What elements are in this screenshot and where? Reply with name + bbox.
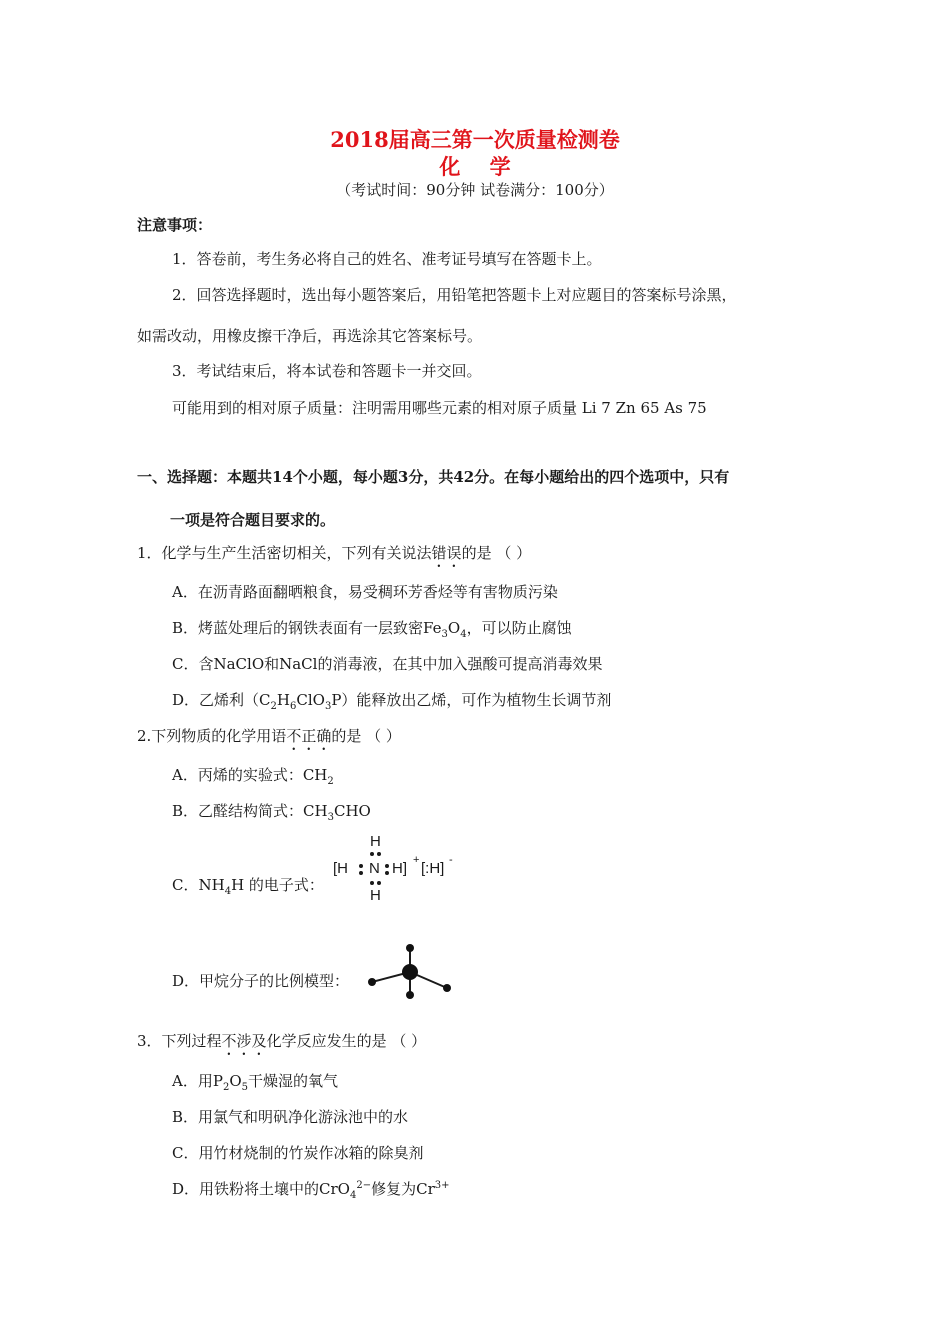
q2-c-text-end: H 的电子式： [231,876,324,894]
note-item-1: 1．答卷前，考生务必将自己的姓名、准考证号填写在答题卡上。 [172,250,602,268]
electron-dot [377,852,381,856]
formula-h-top: H [370,833,381,850]
electron-dot [359,864,363,868]
q1-option-d [172,689,611,712]
q3-d-sub: 4 [349,1190,357,1201]
note-item-3: 3．考试结束后，将本试卷和答题卡一并交回。 [172,362,482,380]
q1-d-sub: 6 [289,701,297,712]
electron-dot [370,852,374,856]
electron-dot [359,871,363,875]
q3-a-sub: 2 [222,1082,230,1093]
formula-plus-charge: + [413,854,420,866]
q1-d-text-h: H [276,691,290,709]
electron-dot-formula [330,833,470,908]
q2-b-text: B．乙醛结构简式：CH [172,802,328,820]
q3-option-b: B．用氯气和明矾净化游泳池中的水 [172,1108,409,1126]
q1-b-sub: 3 [441,629,448,640]
q1-b-sub: 4 [460,629,467,640]
q1-emphasis: 错误 [431,544,462,562]
q2-option-a [172,764,334,787]
q3-option-d [172,1178,450,1201]
formula-right-part: H] [392,860,407,877]
q1-option-a: A．在沥青路面翻晒粮食，易受稠环芳香烃等有害物质污染 [172,583,558,601]
q2-stem-end: 的是 （ ） [331,727,401,745]
q3-d-text: D．用铁粉将土壤中的CrO [172,1180,350,1198]
electron-dot [385,864,389,868]
q3-a-sub: 5 [241,1082,248,1093]
q1-d-sub: 3 [324,701,332,712]
q3-option-c: C．用竹材烧制的竹炭作冰箱的除臭剂 [172,1144,424,1162]
q2-b-sub: 3 [327,812,334,823]
notes-heading: 注意事项： [137,216,213,234]
q1-d-sub: 2 [270,701,277,712]
q1-option-b [172,617,572,640]
methane-model-image [360,938,460,1003]
formula-h-bottom: H [370,887,381,904]
q3-a-text-o: O [229,1072,242,1090]
q3-option-a [172,1070,338,1093]
formula-hydride: [:H] [421,860,445,877]
q3-stem-end: 化学反应发生的是 （ ） [266,1032,427,1050]
formula-nitrogen: N [369,860,380,877]
electron-dot [377,881,381,885]
exam-info: （考试时间：90分钟 试卷满分：100分） [336,181,614,199]
q1-option-c: C．含NaClO和NaCl的消毒液，在其中加入强酸可提高消毒效果 [172,655,603,673]
question-1-stem [137,542,531,571]
q2-c-text: C．NH [172,876,225,894]
formula-left-bracket: [H [333,860,348,877]
q1-b-text-end: ，可以防止腐蚀 [466,619,572,637]
q2-emphasis: 不正确 [286,727,332,745]
q1-b-text: B．烤蓝处理后的钢铁表面有一层致密Fe [172,619,442,637]
q2-stem-text: 2.下列物质的化学用语 [137,727,287,745]
q3-a-text: A．用P [172,1072,223,1090]
q3-a-text-end: 干燥湿的氧气 [248,1072,339,1090]
q2-a-sub: 2 [327,776,334,787]
atomic-masses: 可能用到的相对原子质量：注明需用哪些元素的相对原子质量 Li 7 Zn 65 As 75 [172,399,707,417]
q1-d-text: D．乙烯利（C [172,691,271,709]
q3-d-text-mid: 修复为Cr [371,1180,435,1198]
q3-d-sup: 2− [356,1180,372,1191]
q2-option-b [172,800,371,823]
formula-minus-charge: - [449,854,453,866]
q2-b-text-end: CHO [333,802,371,820]
q3-stem-text: 3．下列过程 [137,1032,222,1050]
electron-dot [385,871,389,875]
electron-dot [370,881,374,885]
q1-d-text-clo: ClO [296,691,325,709]
q1-stem-end: 的是 （ ） [461,544,532,562]
section-1-heading: 一、选择题：本题共14个小题，每小题3分，共42分。在每小题给出的四个选项中，只有 [137,468,730,486]
note-item-2-line1: 2．回答选择题时，选出每小题答案后，用铅笔把答题卡上对应题目的答案标号涂黑， [172,286,737,304]
q1-b-text-o: O [447,619,461,637]
q3-d-sup: 3+ [434,1180,450,1191]
q2-c-sub: 4 [224,886,232,897]
q3-emphasis: 不涉及 [221,1032,267,1050]
question-2-stem [137,725,401,754]
note-item-2-line2: 如需改动，用橡皮擦干净后，再选涂其它答案标号。 [137,327,483,345]
q2-option-d: D．甲烷分子的比例模型： [172,972,350,990]
q2-option-c [172,874,324,897]
exam-title: 2018届高三第一次质量检测卷 [330,127,620,152]
subject-title: 化 学 [439,154,511,179]
q1-stem-text: 1．化学与生产生活密切相关，下列有关说法 [137,544,432,562]
q1-d-text-end: P）能释放出乙烯，可作为植物生长调节剂 [331,691,612,709]
section-1-heading-cont: 一项是符合题目要求的。 [170,511,336,529]
q2-a-text: A．丙烯的实验式：CH [172,766,328,784]
question-3-stem [137,1030,426,1059]
